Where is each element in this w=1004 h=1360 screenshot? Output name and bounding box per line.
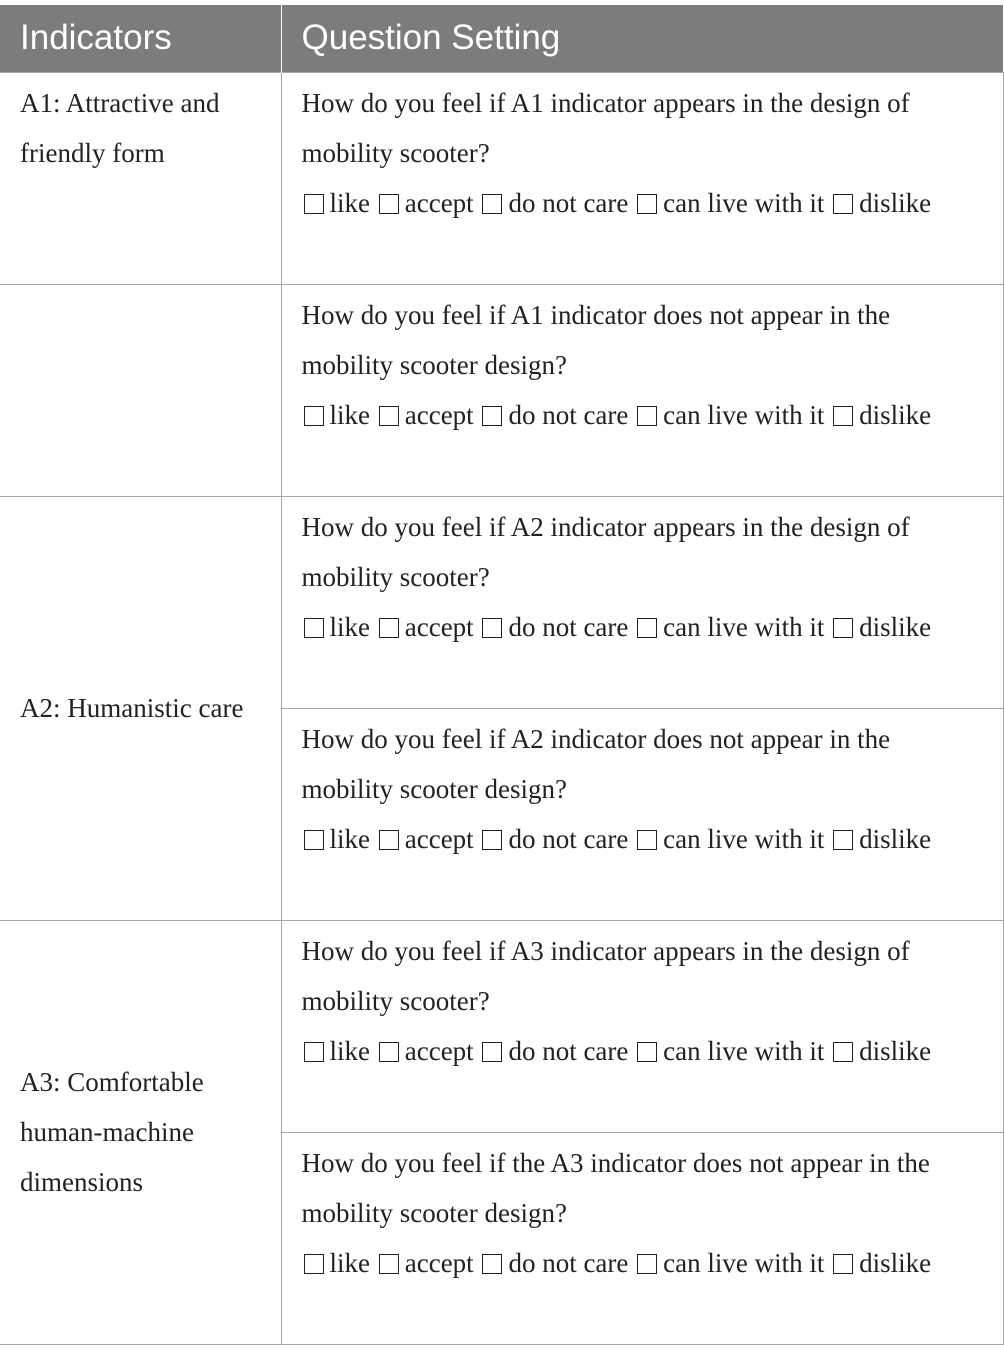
option-like[interactable] [302, 188, 371, 218]
option-accept[interactable] [377, 1036, 474, 1066]
option-label: dislike [859, 187, 932, 218]
checkbox-icon[interactable] [833, 194, 853, 214]
checkbox-icon[interactable] [833, 618, 853, 638]
question-text: How do you feel if the A3 indicator does not appear in the mobility scooter design? [301, 1147, 930, 1228]
option-label: like [329, 399, 370, 430]
table-row [0, 72, 1003, 284]
option-label: do not care [508, 823, 629, 854]
option-label: do not care [508, 187, 629, 218]
option-label: like [329, 823, 370, 854]
question-text: How do you feel if A2 indicator does not appear in the mobility scooter design? [301, 723, 891, 804]
checkbox-icon[interactable] [304, 1042, 324, 1062]
option-do-not-care[interactable] [480, 824, 628, 854]
option-label: can live with it [663, 187, 825, 218]
options-group [302, 1248, 932, 1278]
option-do-not-care[interactable] [480, 1036, 628, 1066]
checkbox-icon[interactable] [833, 406, 853, 426]
indicator-cell [0, 284, 281, 496]
options-group [302, 1036, 932, 1066]
option-label: dislike [859, 1035, 932, 1066]
option-can-live-with-it[interactable] [635, 1036, 824, 1066]
checkbox-icon[interactable] [833, 830, 853, 850]
checkbox-icon[interactable] [379, 194, 399, 214]
option-label: accept [404, 1035, 474, 1066]
option-label: do not care [508, 399, 629, 430]
checkbox-icon[interactable] [379, 1042, 399, 1062]
option-label: like [329, 1247, 370, 1278]
option-do-not-care[interactable] [480, 612, 628, 642]
option-do-not-care[interactable] [480, 188, 628, 218]
option-dislike[interactable] [831, 188, 931, 218]
checkbox-icon[interactable] [379, 1254, 399, 1274]
option-label: can live with it [663, 1035, 825, 1066]
header-row [0, 5, 1003, 72]
table-row [0, 284, 1003, 496]
option-label: do not care [508, 1247, 629, 1278]
checkbox-icon[interactable] [304, 194, 324, 214]
option-label: dislike [859, 823, 932, 854]
indicator-cell: A1: Attractive and friendly form [0, 72, 281, 284]
table-row [0, 920, 1003, 1132]
option-label: dislike [859, 1247, 932, 1278]
checkbox-icon[interactable] [482, 1254, 502, 1274]
option-do-not-care[interactable] [480, 1248, 628, 1278]
question-text: How do you feel if A3 indicator appears in the design of mobility scooter? [301, 935, 910, 1016]
header-indicators: Indicators [0, 5, 281, 72]
checkbox-icon[interactable] [379, 618, 399, 638]
option-label: can live with it [663, 823, 825, 854]
checkbox-icon[interactable] [379, 830, 399, 850]
option-can-live-with-it[interactable] [635, 824, 824, 854]
option-label: dislike [859, 611, 932, 642]
indicator-cell: A2: Humanistic care [0, 496, 281, 920]
options-group [302, 824, 932, 854]
checkbox-icon[interactable] [637, 1254, 657, 1274]
option-accept[interactable] [377, 824, 474, 854]
options-group [302, 400, 932, 430]
option-dislike[interactable] [831, 824, 931, 854]
question-cell [281, 920, 1003, 1132]
question-cell [281, 1132, 1003, 1344]
checkbox-icon[interactable] [482, 406, 502, 426]
checkbox-icon[interactable] [304, 406, 324, 426]
checkbox-icon[interactable] [833, 1254, 853, 1274]
option-dislike[interactable] [831, 1248, 931, 1278]
checkbox-icon[interactable] [482, 830, 502, 850]
indicator-cell: A3: Comfortable human-machine dimensions [0, 920, 281, 1344]
option-label: accept [404, 823, 474, 854]
option-label: like [329, 1035, 370, 1066]
options-group [302, 612, 932, 642]
checkbox-icon[interactable] [304, 1254, 324, 1274]
option-label: like [329, 187, 370, 218]
table-row [0, 496, 1003, 708]
option-label: do not care [508, 1035, 629, 1066]
option-like[interactable] [302, 1248, 371, 1278]
option-label: can live with it [663, 611, 825, 642]
option-label: do not care [508, 611, 629, 642]
option-can-live-with-it[interactable] [635, 400, 824, 430]
option-can-live-with-it[interactable] [635, 1248, 824, 1278]
option-label: accept [404, 187, 474, 218]
option-accept[interactable] [377, 612, 474, 642]
checkbox-icon[interactable] [482, 1042, 502, 1062]
options-group [302, 188, 932, 218]
checkbox-icon[interactable] [304, 618, 324, 638]
option-like[interactable] [302, 612, 371, 642]
option-label: like [329, 611, 370, 642]
question-cell [281, 284, 1003, 496]
question-text: How do you feel if A2 indicator appears in the design of mobility scooter? [301, 511, 910, 592]
option-label: accept [404, 1247, 474, 1278]
option-like[interactable] [302, 1036, 371, 1066]
option-label: accept [404, 399, 474, 430]
header-question-setting: Question Setting [281, 5, 1003, 72]
option-dislike[interactable] [831, 1036, 931, 1066]
questionnaire-table [0, 5, 1004, 1345]
question-cell [281, 72, 1003, 284]
question-text: How do you feel if A1 indicator does not appear in the mobility scooter design? [301, 299, 891, 380]
option-accept[interactable] [377, 1248, 474, 1278]
option-can-live-with-it[interactable] [635, 612, 824, 642]
option-label: can live with it [663, 399, 825, 430]
question-cell [281, 496, 1003, 708]
checkbox-icon[interactable] [833, 1042, 853, 1062]
checkbox-icon[interactable] [304, 830, 324, 850]
checkbox-icon[interactable] [637, 406, 657, 426]
option-can-live-with-it[interactable] [635, 188, 824, 218]
option-label: accept [404, 611, 474, 642]
option-do-not-care[interactable] [480, 400, 628, 430]
option-dislike[interactable] [831, 400, 931, 430]
checkbox-icon[interactable] [637, 1042, 657, 1062]
option-like[interactable] [302, 824, 371, 854]
checkbox-icon[interactable] [637, 830, 657, 850]
option-dislike[interactable] [831, 612, 931, 642]
option-label: can live with it [663, 1247, 825, 1278]
option-accept[interactable] [377, 188, 474, 218]
option-like[interactable] [302, 400, 371, 430]
option-label: dislike [859, 399, 932, 430]
checkbox-icon[interactable] [482, 194, 502, 214]
checkbox-icon[interactable] [637, 618, 657, 638]
option-accept[interactable] [377, 400, 474, 430]
question-cell [281, 708, 1003, 920]
question-text: How do you feel if A1 indicator appears in the design of mobility scooter? [301, 87, 910, 168]
checkbox-icon[interactable] [637, 194, 657, 214]
checkbox-icon[interactable] [482, 618, 502, 638]
checkbox-icon[interactable] [379, 406, 399, 426]
